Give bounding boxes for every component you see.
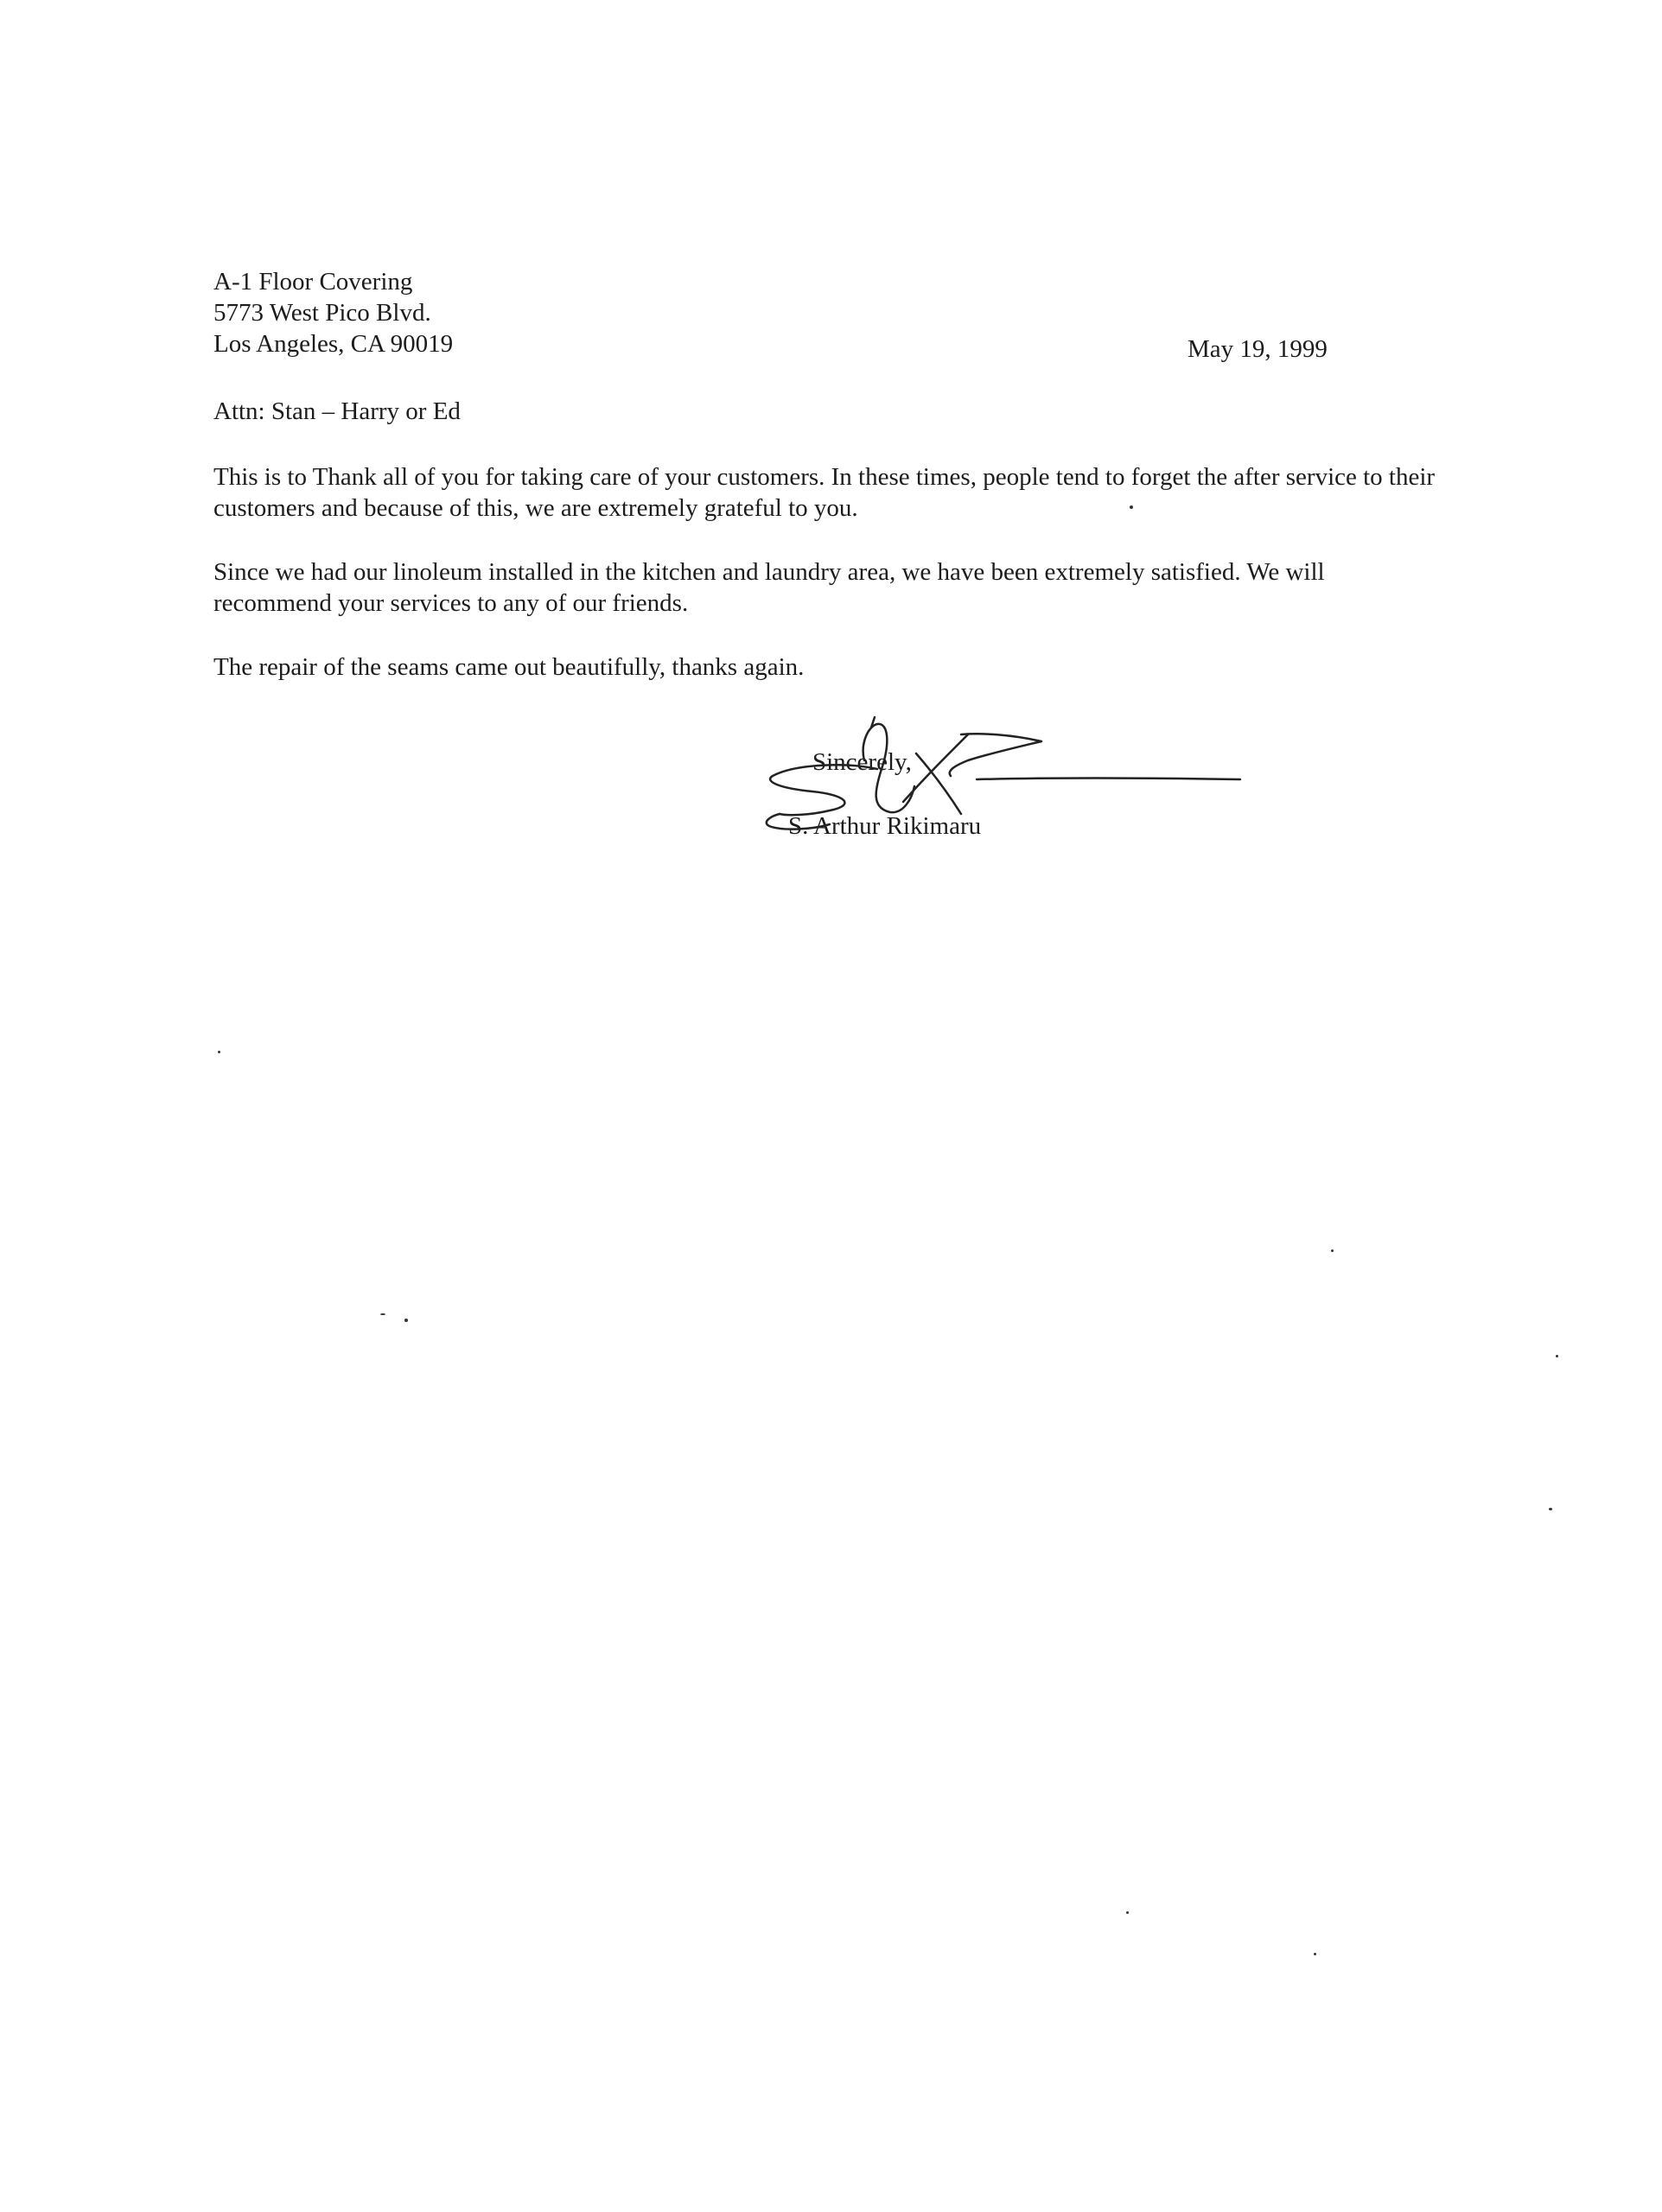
signer-name: S. Arthur Rikimaru	[788, 812, 982, 840]
scan-speck	[1126, 1911, 1129, 1914]
recipient-street: 5773 West Pico Blvd.	[213, 299, 431, 327]
attention-line: Attn: Stan – Harry or Ed	[213, 397, 461, 425]
recipient-city: Los Angeles, CA 90019	[213, 330, 454, 358]
scan-speck	[404, 1319, 408, 1322]
letter-date: May 19, 1999	[1188, 335, 1328, 363]
body-paragraph-1: This is to Thank all of you for taking care of your customers. In these times, people tend to forget the after service to their customers and because of this, we are extremely grateful to you.	[213, 463, 1436, 522]
handwritten-signature	[761, 709, 1253, 847]
closing: Sincerely,	[812, 748, 912, 776]
scan-speck	[1130, 505, 1133, 509]
scan-speck	[1314, 1953, 1316, 1955]
scan-speck	[218, 1051, 220, 1053]
body-paragraph-2: Since we had our linoleum installed in the kitchen and laundry area, we have been extremely satisfied. We will recommend your services to any of our friends.	[213, 558, 1325, 617]
scan-speck	[380, 1313, 385, 1315]
recipient-company: A-1 Floor Covering	[213, 268, 413, 296]
body-paragraph-3: The repair of the seams came out beautifully, thanks again.	[213, 653, 805, 681]
scan-speck	[1549, 1508, 1552, 1510]
scan-speck	[1556, 1355, 1558, 1357]
scan-speck	[1331, 1249, 1334, 1252]
